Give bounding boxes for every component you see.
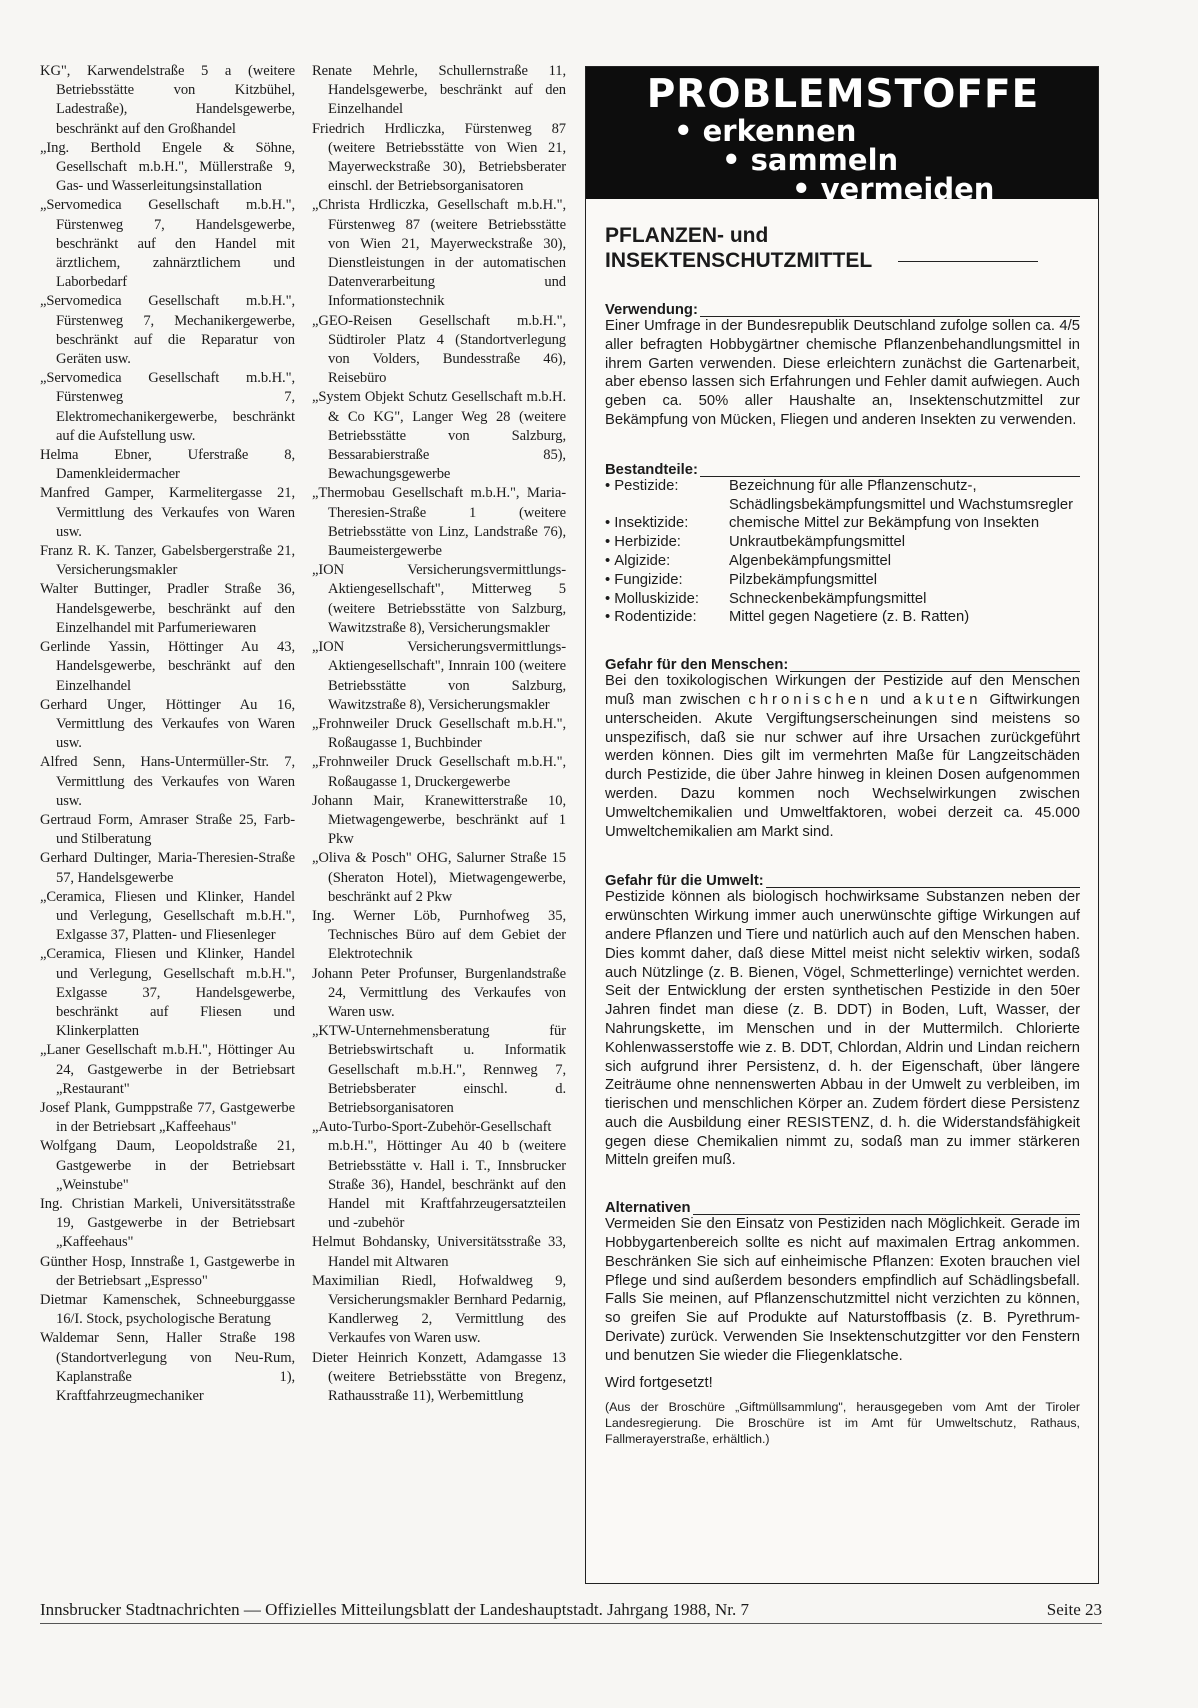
registry-entry: „Christa Hrdliczka, Gesellschaft m.b.H.", Fürstenweg 87 (weitere Betriebsstätte von Wien 21, Mayerweckstraße 30), Dienstleistungen in der automatischen Datenverarbeitung und Informationstechnik	[312, 197, 566, 310]
bestandteil-definition: Algenbekämpfungsmittel	[729, 552, 892, 569]
gefahr-mensch-text	[605, 672, 1080, 841]
bestandteil-term: • Pestizide:	[605, 477, 729, 515]
registry-entry: „Frohnweiler Druck Gesellschaft m.b.H.", Roßaugasse 1, Buchbinder	[312, 715, 566, 752]
registry-entry: „KTW-Unternehmensberatung für Betriebswirtschaft u. Informatik Gesellschaft m.b.H.", Rennweg 7, Betriebsberater einschl. d. Betriebsorganisatoren	[312, 1023, 566, 1116]
bestandteil-definition: Mittel gegen Nagetiere (z. B. Ratten)	[729, 609, 970, 626]
registry-column-left	[40, 62, 295, 1406]
section-bestandteile	[605, 458, 1080, 627]
footer-rule	[40, 1623, 1102, 1624]
section-heading-verwendung: Verwendung:	[605, 302, 698, 318]
registry-entry: „Servomedica Gesellschaft m.b.H.", Fürstenweg 7, Elektromechanikergewerbe, beschränkt auf die Aufstellung usw.	[40, 370, 295, 444]
bestandteil-item	[605, 608, 1080, 627]
box-subtitle	[605, 223, 1080, 273]
registry-entry: Josef Plank, Gumppstraße 77, Gastgewerbe in der Betriebsart „Kaffeehaus"	[40, 1099, 295, 1136]
bestandteile-list	[605, 477, 1080, 627]
section-verwendung	[605, 298, 1080, 430]
verwendung-text: Einer Umfrage in der Bundesrepublik Deutschland zufolge sollen ca. 4/5 aller befragten Hobbygärtner chemische Pflanzenbehandlungsmittel in ihrem Garten verwenden. Diese erleichtern zunächst die Gartenarbeit, aber ebenso lassen sich Erfahrungen und Fehler damit aufwiegen. Auch geben ca. 50% aller Haushalte an, Insektenschutzmittel zur Bekämpfung von Mücken, Fliegen und anderen Insekten zu verwenden.	[605, 318, 1080, 428]
subtitle-line-2: INSEKTENSCHUTZMITTEL	[605, 249, 873, 272]
registry-entry: Helma Ebner, Uferstraße 8, Damenkleidermacher	[40, 447, 295, 483]
subtitle-line-1: PFLANZEN- und	[605, 224, 769, 247]
banner-line-erkennen: • erkennen	[674, 114, 857, 148]
bestandteil-term: • Algizide:	[605, 552, 729, 571]
registry-entry: Gerlinde Yassin, Höttinger Au 43, Handelsgewerbe, beschränkt auf den Einzelhandel	[40, 639, 295, 694]
banner	[586, 67, 1098, 206]
registry-entry: Dieter Heinrich Konzett, Adamgasse 13 (weitere Betriebsstätte von Bregenz, Rathausstraße 11), Werbemittlung	[312, 1349, 566, 1405]
page-number: Seite 23	[1046, 1600, 1102, 1619]
registry-entry: Helmut Bohdansky, Universitätsstraße 33, Handel mit Altwaren	[312, 1234, 566, 1270]
registry-entry: „Auto-Turbo-Sport-Zubehör-Gesellschaft m.b.H.", Höttinger Au 40 b (weitere Betriebsstätte v. Hall i. T., Innsbrucker Straße 36), Handel, beschränkt auf den Handel mit Kraftfahrzeugersatzteilen und -zubehör	[312, 1119, 566, 1232]
bestandteil-item	[605, 590, 1080, 609]
page-footer	[40, 1600, 1102, 1620]
section-heading-gefahr-mensch: Gefahr für den Menschen:	[605, 657, 789, 674]
registry-entry: „Laner Gesellschaft m.b.H.", Höttinger Au 24, Gastgewerbe in der Betriebsart „Restaurant"	[40, 1042, 295, 1097]
section-heading-bestandteile: Bestandteile:	[605, 461, 698, 478]
registry-entry: „Servomedica Gesellschaft m.b.H.", Fürstenweg 7, Mechanikergewerbe, beschränkt auf die Reparatur von Geräten usw.	[40, 293, 295, 368]
registry-entry: Johann Peter Profunser, Burgenlandstraße 24, Vermittlung des Verkaufes von Waren usw.	[312, 965, 566, 1020]
bestandteil-item	[605, 514, 1080, 533]
registry-entry: „Ing. Berthold Engele & Söhne, Gesellschaft m.b.H.", Müllerstraße 9, Gas- und Wasserleitungsinstallation	[40, 139, 295, 195]
registry-entry: Gertraud Form, Amraser Straße 25, Farb- und Stilberatung	[40, 811, 295, 848]
bestandteil-term: • Herbizide:	[605, 533, 729, 552]
bestandteil-term: • Fungizide:	[605, 571, 729, 590]
registry-entry: Gerhard Dultinger, Maria-Theresien-Straße 57, Handelsgewerbe	[40, 850, 295, 886]
registry-entry: KG", Karwendelstraße 5 a (weitere Betriebsstätte von Kitzbühel, Ladestraße), Handelsgewerbe, beschränkt auf den Großhandel	[40, 63, 295, 137]
word-akuten: akuten	[913, 691, 982, 708]
section-heading-alternativen: Alternativen	[605, 1200, 691, 1217]
banner-title: PROBLEMSTOFFE	[646, 72, 1040, 117]
subtitle-rule	[898, 261, 1038, 262]
registry-entry: Günther Hosp, Innstraße 1, Gastgewerbe in der Betriebsart „Espresso"	[40, 1253, 295, 1289]
section-heading-gefahr-umwelt: Gefahr für die Umwelt:	[605, 873, 764, 890]
registry-entry: „System Objekt Schutz Gesellschaft m.b.H. & Co KG", Langer Weg 28 (weitere Betriebsstätte von Salzburg, Bessarabierstraße 85), Bewachungsgewerbe	[312, 389, 566, 483]
registry-entry: „Ceramica, Fliesen und Klinker, Handel und Verlegung, Gesellschaft m.b.H.", Exlgasse 37, Platten- und Fliesenleger	[40, 888, 295, 944]
bestandteil-definition: chemische Mittel zur Bekämpfung von Insekten	[729, 515, 1040, 532]
bestandteil-item	[605, 552, 1080, 571]
section-gefahr-mensch	[605, 653, 1080, 841]
gefahr-mensch-text-c: Giftwirkungen unterscheiden. Akute Vergiftungserscheinungen sind meistens so unspezifisch, daß sie nur schwer auf ihre Ursachen zurückgeführt werden können. Dies gilt im vermehrten Maße für Langzeitschäden durch Pestizide, die über Jahre hinweg in kleinen Dosen aufgenommen werden. Dazu kommen noch Wechselwirkungen zwischen Umweltchemikalien und Umweltfaktoren, wobei derzeit ca. 45.000 Umweltchemikalien am Markt sind.	[605, 691, 1080, 840]
bestandteil-item	[605, 477, 1080, 515]
section-alternativen	[605, 1196, 1080, 1447]
registry-entry: Alfred Senn, Hans-Untermüller-Str. 7, Vermittlung des Verkaufes von Waren usw.	[40, 754, 295, 809]
registry-entry: Ing. Werner Löb, Purnhofweg 35, Technisches Büro auf dem Gebiet der Elektrotechnik	[312, 907, 566, 963]
registry-entry: Friedrich Hrdliczka, Fürstenweg 87 (weitere Betriebsstätte von Wien 21, Mayerweckstraße 30), Betriebsberater einschl. der Betriebsorganisatoren	[312, 120, 566, 195]
registry-entry: Wolfgang Daum, Leopoldstraße 21, Gastgewerbe in der Betriebsart „Weinstube"	[40, 1138, 295, 1193]
gefahr-mensch-text-b: und	[872, 691, 914, 708]
registry-entry: Franz R. K. Tanzer, Gabelsbergerstraße 21, Versicherungsmakler	[40, 543, 295, 579]
bestandteil-item	[605, 571, 1080, 590]
registry-entry: „Frohnweiler Druck Gesellschaft m.b.H.", Roßaugasse 1, Druckergewerbe	[312, 754, 566, 790]
bestandteil-definition: Schneckenbekämpfungsmittel	[729, 590, 927, 607]
registry-entry: Gerhard Unger, Höttinger Au 16, Vermittlung des Verkaufes von Waren usw.	[40, 696, 295, 752]
registry-entry: „Ceramica, Fliesen und Klinker, Handel und Verlegung, Gesellschaft m.b.H.", Exlgasse 37, Handelsgewerbe, beschränkt auf Fliesen und Klinkerplatten	[40, 946, 295, 1040]
registry-entry: Renate Mehrle, Schullernstraße 11, Handelsgewerbe, beschränkt auf den Einzelhandel	[312, 63, 566, 118]
bestandteil-item	[605, 533, 1080, 552]
gefahr-mensch-text-a: Bei den toxikologischen Wirkungen der Pestizide auf den Menschen muß man zwischen	[605, 673, 1080, 708]
section-gefahr-umwelt	[605, 869, 1080, 1170]
word-chronischen: chronischen	[748, 691, 873, 708]
gefahr-umwelt-text: Pestizide können als biologisch hochwirksame Substanzen neben der erwünschten Wirkung immer auch unerwünschte giftige Wirkungen auf andere Pflanzen und Tiere und natürlich auch auf den Menschen haben. Dies kommt daher, daß diese Mittel meist nicht selektiv wirken, sodaß auch Nützlinge (z. B. Bienen, Vögel, Schmetterlinge) vernichtet werden. Seit der Entwicklung der ersten synthetischen Pestizide in den 50er Jahren findet man diese (z. B. DDT) in Boden, Luft, Wasser, der Nahrungskette, im Menschen und in der Muttermilch. Chlorierte Kohlenwasserstoffe wie z. B. DDT, Chlordan, Aldrin und Lindan reichern sich aufgrund ihrer Persistenz, d. h. der Eigenschaft, über längere Zeiträume ohne nennenswerten Abbau in der Umwelt zu verbleiben, im tierischen und menschlichen Körper an. Zudem fördert diese Persistenz auch die Ausbildung einer RESISTENZ, d. h. die Widerstandsfähigkeit gegen diese Chemikalien nimmt zu, sodaß man zu immer stärkeren Mitteln greifen muß.	[605, 889, 1080, 1169]
registry-entry: Ing. Christian Markeli, Universitätsstraße 19, Gastgewerbe in der Betriebsart „Kaffeehaus"	[40, 1195, 295, 1251]
alternativen-text: Vermeiden Sie den Einsatz von Pestiziden nach Möglichkeit. Gerade im Hobbygartenbereich sollte es nicht auf maximalen Ertrag ankommen. Beschränken Sie sich auf einheimische Pflanzen: Exoten brauchen viel Pflege und sind außerdem besonders empfindlich auf Schädlingsbefall. Falls Sie meinen, auf Pflanzenschutzmittel nicht verzichten zu können, so greifen Sie auf Produkte auf Naturstoffbasis (z. B. Pyrethrum-Derivate) zurück. Verwenden Sie Insektenschutzgitter vor den Fenstern und benutzen Sie wieder die Fliegenklatsche.	[605, 1216, 1080, 1364]
fortsetzung-note: Wird fortgesetzt!	[605, 1374, 713, 1391]
registry-entry: „GEO-Reisen Gesellschaft m.b.H.", Südtiroler Platz 4 (Standortverlegung von Volders, Bundesstraße 46), Reisebüro	[312, 312, 566, 387]
registry-entry: „Thermobau Gesellschaft m.b.H.", Maria-Theresien-Straße 1 (weitere Betriebsstätte von Linz, Landstraße 76), Baumeistergewerbe	[312, 485, 566, 560]
registry-entry: Maximilian Riedl, Hofwaldweg 9, Versicherungsmakler Bernhard Pedarnig, Kandlerweg 2, Vermittlung des Verkaufes von Waren usw.	[312, 1272, 566, 1347]
bestandteil-definition: Pilzbekämpfungsmittel	[729, 571, 878, 588]
registry-entry: „ION Versicherungsvermittlungs-Aktiengesellschaft", Mitterweg 5 (weitere Betriebsstätte von Salzburg, Wawitzstraße 8), Versicherungsmakler	[312, 562, 566, 636]
registry-entry: Waldemar Senn, Haller Straße 198 (Standortverlegung von Neu-Rum, Kaplanstraße 1), Kraftfahrzeugmechaniker	[40, 1330, 295, 1405]
registry-entry: „ION Versicherungsvermittlungs-Aktiengesellschaft", Innrain 100 (weitere Betriebsstätte von Salzburg, Wawitzstraße 8), Versicherungsmakler	[312, 639, 566, 713]
registry-entry: Dietmar Kamenschek, Schneeburggasse 16/I. Stock, psychologische Beratung	[40, 1292, 295, 1328]
bestandteil-definition: Bezeichnung für alle Pflanzenschutz-, Schädlingsbekämpfungsmittel und Wachstumsregler	[729, 477, 1074, 513]
registry-column-middle	[312, 62, 566, 1406]
bestandteil-term: • Molluskizide:	[605, 590, 729, 609]
registry-entry: „Oliva & Posch" OHG, Salurner Straße 15 (Sheraton Hotel), Mietwagengewerbe, beschränkt auf 2 Pkw	[312, 850, 566, 905]
banner-line-vermeiden: • vermeiden	[792, 172, 995, 206]
source-note: (Aus der Broschüre „Giftmüllsammlung", herausgegeben vom Amt der Tiroler Landesregierung. Die Broschüre ist im Amt für Umweltschutz, Rathaus, Fallmerayerstraße, erhältlich.)	[605, 1400, 1080, 1446]
bestandteil-term: • Rodentizide:	[605, 608, 729, 627]
bestandteil-term: • Insektizide:	[605, 514, 729, 533]
registry-entry: Walter Buttinger, Pradler Straße 36, Handelsgewerbe, beschränkt auf den Einzelhandel mit Parfumeriewaren	[40, 581, 295, 636]
bestandteil-definition: Unkrautbekämpfungsmittel	[729, 534, 906, 551]
banner-line-sammeln: • sammeln	[722, 143, 899, 177]
footer-publication: Innsbrucker Stadtnachrichten — Offizielles Mitteilungsblatt der Landeshauptstadt. Jahrgang 1988, Nr. 7	[40, 1600, 749, 1619]
registry-entry: „Servomedica Gesellschaft m.b.H.", Fürstenweg 7, Handelsgewerbe, beschränkt auf den Handel mit ärztlichem, zahnärztlichem und Laborbedarf	[40, 197, 295, 291]
info-box-problemstoffe	[585, 66, 1099, 1584]
registry-entry: Johann Mair, Kranewitterstraße 10, Mietwagengewerbe, beschränkt auf 1 Pkw	[312, 792, 566, 848]
registry-entry: Manfred Gamper, Karmelitergasse 21, Vermittlung des Verkaufes von Waren usw.	[40, 485, 295, 540]
